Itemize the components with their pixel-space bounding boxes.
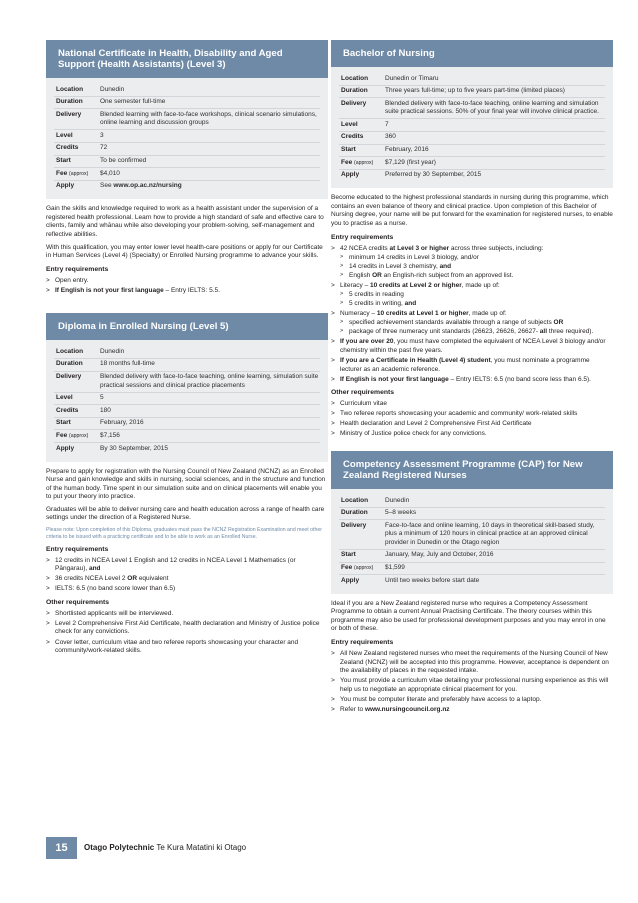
- list-item: > Ministry of Justice police check for any convictions.: [331, 430, 613, 439]
- entry-requirements-list: [331, 245, 613, 385]
- institution-maori-name: Te Kura Matatini ki Otago: [154, 842, 247, 852]
- emphasis: If English is not your first language: [340, 375, 449, 383]
- detail-row: [54, 181, 320, 193]
- programme-details: [46, 78, 328, 199]
- fee-label: Fee: [341, 564, 353, 571]
- sub-list: [340, 254, 613, 281]
- detail-row: [339, 86, 605, 99]
- detail-value: Dunedin or Timaru: [385, 74, 439, 82]
- detail-value: Dunedin: [100, 85, 125, 93]
- list-item: [331, 357, 613, 374]
- list-item: > Open entry.: [46, 277, 328, 286]
- detail-value: Blended learning with face-to-face workshops, clinical scenario simulations, online learning and discussion groups: [100, 110, 317, 127]
- detail-value: $1,599: [385, 564, 405, 571]
- entry-requirements-heading: Entry requirements: [331, 233, 394, 241]
- detail-value: One semester full-time: [100, 98, 166, 106]
- emphasis: If you are over 20: [340, 338, 394, 346]
- detail-label: Credits: [56, 144, 79, 152]
- health-assistants-section: [46, 40, 328, 295]
- detail-value: Dunedin: [385, 496, 410, 504]
- detail-row: [339, 132, 605, 145]
- emphasis: and: [439, 262, 452, 270]
- detail-row: [339, 98, 605, 119]
- detail-row: [54, 130, 320, 143]
- fee-approx-note: (approx): [69, 170, 89, 177]
- list-item: > You must provide a curriculum vitae detailing your professional nursing experience as this will help us to negotiate an appropriate clinical placement for you.: [331, 677, 613, 694]
- sub-list: [340, 319, 613, 337]
- sub-list-item: [340, 319, 613, 328]
- apply-link[interactable]: www.op.ac.nz/nursing: [113, 182, 182, 190]
- detail-label: Start: [341, 146, 356, 153]
- bachelor-nursing-section: [331, 40, 613, 439]
- item-text: Numeracy –: [340, 310, 377, 318]
- item-text: 5 credits in writing,: [349, 299, 405, 307]
- item-text: three required).: [547, 328, 594, 336]
- detail-label: Credits: [341, 133, 364, 141]
- emphasis: and: [88, 565, 101, 573]
- detail-row: [54, 346, 320, 359]
- list-item: > Level 2 Comprehensive First Aid Certificate, health declaration and Ministry of Justice police check for any convictions.: [46, 620, 328, 637]
- item-text: package of three numeracy unit standards (26623, 26626, 26627-: [349, 328, 540, 336]
- item-text: across three subjects, including:: [449, 244, 544, 252]
- programme-title: Competency Assessment Programme (CAP) for New Zealand Registered Nurses: [331, 451, 613, 489]
- left-column: [46, 40, 328, 657]
- fee-label: Fee: [56, 431, 68, 439]
- right-column: [331, 40, 613, 716]
- detail-label: Level: [56, 131, 73, 139]
- detail-label: Duration: [56, 360, 83, 368]
- detail-value: Blended delivery with face-to-face teaching, online learning, simulation suite practical sessions and clinical practice placements: [100, 373, 319, 389]
- detail-row: [339, 170, 605, 182]
- fee-approx-note: (approx): [354, 159, 374, 166]
- detail-value: 3: [100, 131, 104, 139]
- emphasis: all: [539, 328, 548, 336]
- fee-label: Fee: [56, 169, 68, 177]
- emphasis: 10 credits at Level 2 or higher: [370, 281, 462, 289]
- detail-row: [54, 430, 320, 443]
- detail-row: [339, 520, 605, 550]
- sub-list-item: > minimum 14 credits in Level 3 biology, and/or: [340, 254, 613, 263]
- detail-row: [54, 84, 320, 97]
- list-item: > Cover letter, curriculum vitae and two referee reports showcasing your character and community/work-related skills.: [46, 639, 328, 656]
- list-item: > Two referee reports showcasing your academic and community/ work-related skills: [331, 410, 613, 419]
- emphasis: 10 credits at Level 1 or higher: [376, 310, 469, 318]
- detail-label: Apply: [341, 171, 360, 179]
- detail-value: 5–8 weeks: [385, 509, 417, 517]
- sub-list-item: [340, 272, 613, 281]
- entry-requirements-heading: Entry requirements: [46, 265, 109, 273]
- detail-value: Preferred by 30 September, 2015: [385, 171, 482, 179]
- emphasis: OR: [553, 319, 564, 327]
- item-text: 12 credits in NCEA Level 1 English and 12 credits in NCEA Level 1 Mathematics (or Pāngarau),: [55, 556, 296, 573]
- item-text: 42 NCEA credits: [340, 244, 390, 252]
- detail-row: [54, 97, 320, 110]
- programme-details: [331, 67, 613, 188]
- programme-box: [46, 40, 328, 199]
- paragraph: Become educated to the highest professional standards in nursing during this programme, which contains an even balance of theory and clinical practice. Upon completion of this Bachelor of Nursing degree, your name will be put forward for the examination for registered nurses, to enable you to practise as a nurse.: [331, 194, 613, 227]
- page-footer: [46, 837, 246, 859]
- detail-label: Apply: [56, 182, 75, 190]
- list-item: [331, 376, 613, 385]
- detail-value: Blended delivery with face-to-face teaching, online learning and simulation suite practical sessions. 50% of your final year will involve clinical practice.: [385, 99, 599, 116]
- programme-details: [331, 489, 613, 594]
- page-number: 15: [46, 837, 77, 859]
- item-text: an English-rich subject from an approved list.: [381, 271, 514, 279]
- fee-label: Fee: [341, 158, 353, 166]
- list-item: > You must be computer literate and preferably have access to a laptop.: [331, 696, 613, 705]
- emphasis: If you are a Certificate in Health (Level 4) student: [340, 356, 491, 364]
- detail-row: [54, 168, 320, 181]
- item-text: English: [349, 271, 373, 279]
- detail-value: To be confirmed: [100, 157, 147, 165]
- footer-institution: [84, 843, 246, 854]
- item-text: 14 credits in Level 3 chemistry,: [349, 262, 440, 270]
- emphasis: OR: [127, 575, 138, 583]
- detail-row: [54, 418, 320, 431]
- detail-label: Start: [56, 157, 71, 165]
- detail-value: 72: [100, 144, 108, 152]
- item-text: 36 credits NCEA Level 2: [55, 575, 128, 583]
- detail-value: By 30 September, 2015: [100, 444, 168, 452]
- detail-value: Dunedin: [100, 347, 125, 355]
- other-requirements-heading: Other requirements: [331, 389, 395, 397]
- detail-value: 180: [100, 406, 111, 414]
- nursing-council-link[interactable]: www.nursingcouncil.org.nz: [364, 705, 450, 713]
- detail-value: January, May, July and October, 2016: [385, 551, 494, 559]
- list-item: [331, 706, 613, 715]
- sub-list-item: [340, 328, 613, 337]
- detail-label: Delivery: [341, 99, 367, 107]
- list-item: [331, 338, 613, 355]
- detail-row: [339, 73, 605, 86]
- detail-label: [341, 159, 385, 168]
- detail-row: [54, 393, 320, 406]
- item-text: Literacy –: [340, 281, 370, 289]
- entry-requirements-list: [331, 650, 613, 715]
- detail-row: [339, 575, 605, 587]
- detail-value: Face-to-face and online learning, 10 days in theoretical skill-based study, plus a minimum of 120 hours in clinical practice at an approved clinical provider in Dunedin or the Otago region: [385, 521, 595, 546]
- list-item: > All New Zealand registered nurses who meet the requirements of the Nursing Council of New Zealand (NCNZ) will be accepted into this programme. However, acceptance is dependent on the availability of places in the requested intake.: [331, 650, 613, 676]
- detail-value: 7: [385, 120, 389, 128]
- detail-row: [54, 443, 320, 455]
- detail-value: [100, 182, 320, 191]
- programme-box: [46, 313, 328, 461]
- fee-approx-note: (approx): [69, 432, 89, 439]
- detail-row: [54, 156, 320, 169]
- detail-label: Delivery: [56, 373, 82, 381]
- entry-requirements-list: [46, 557, 328, 594]
- paragraph: Gain the skills and knowledge required to work as a health assistant under the supervision of a registered health professional. Learn how to provide a high standard of safe and effective care to clients, family and whānau while also developing your problem-solving, self-management and reflective abilities.: [46, 205, 324, 238]
- institution-name: Otago Polytechnic: [84, 842, 155, 852]
- detail-row: [339, 563, 605, 576]
- item-text: specified achievement standards available through a range of subjects: [349, 319, 554, 327]
- list-item: [331, 245, 613, 281]
- detail-row: [339, 119, 605, 132]
- other-requirements-list: [331, 400, 613, 439]
- entry-requirements-heading: Entry requirements: [331, 638, 394, 646]
- emphasis: If English is not your first language: [55, 286, 164, 294]
- list-item: > Shortlisted applicants will be interviewed.: [46, 610, 328, 619]
- detail-label: Apply: [341, 576, 360, 584]
- detail-label: Level: [56, 394, 73, 402]
- list-item: [331, 310, 613, 337]
- detail-value: 5: [100, 394, 104, 402]
- detail-label: [341, 564, 385, 573]
- detail-label: Level: [341, 120, 358, 128]
- please-note: Please note: Upon completion of this Diploma, graduates must pass the NCNZ Registration Examination and meet other criteria to be issued with a practicing certificate and to be able to work as an Enrolled Nurse.: [46, 527, 322, 540]
- detail-value: 18 months full-time: [100, 360, 155, 368]
- list-item: [46, 287, 328, 296]
- item-text: , made up of:: [461, 281, 500, 289]
- detail-label: Start: [56, 419, 71, 427]
- item-text: – Entry IELTS: 6.5 (no band score less than 6.5).: [448, 375, 591, 383]
- programme-title: Diploma in Enrolled Nursing (Level 5): [46, 313, 328, 340]
- detail-label: Location: [341, 74, 369, 82]
- item-text: , made up of:: [468, 310, 507, 318]
- programme-details: [46, 340, 328, 461]
- detail-row: [54, 405, 320, 418]
- detail-value: Until two weeks before start date: [385, 576, 480, 584]
- other-requirements-heading: Other requirements: [46, 598, 110, 606]
- cap-section: [331, 451, 613, 715]
- sub-list-item: > 5 credits in reading: [340, 291, 613, 300]
- detail-label: Credits: [56, 406, 79, 414]
- sub-list: [340, 291, 613, 309]
- detail-label: Apply: [56, 444, 75, 452]
- paragraph: With this qualification, you may enter lower level health-care positions or apply for our Certificate in Human Services (Level 4) (Specialty) or Enrolled Nursing programme to advance your skills.: [46, 243, 323, 260]
- enrolled-nursing-section: [46, 313, 328, 655]
- detail-value: 360: [385, 133, 396, 141]
- detail-row: [54, 372, 320, 393]
- detail-label: [56, 432, 100, 441]
- paragraph: Prepare to apply for registration with the Nursing Council of New Zealand (NCNZ) as an Enrolled Nurse and gain knowledge and skills in nursing, social sciences, and in the structure and function of the human body. Time spent in our simulation suite and on clinical placements will enable you to put your theory into practice.: [46, 467, 326, 501]
- detail-row: [54, 109, 320, 130]
- item-text: equivalent: [137, 575, 169, 583]
- sub-list-item: [340, 263, 613, 272]
- detail-value: February, 2016: [385, 146, 429, 153]
- apply-prefix: See: [100, 182, 114, 190]
- list-item: [46, 557, 328, 574]
- list-item: [331, 282, 613, 309]
- programme-title: Bachelor of Nursing: [331, 40, 613, 67]
- paragraph: Ideal if you are a New Zealand registered nurse who requires a Competency Assessment Programme to obtain a current Annual Practising Certificate. The theory courses within this programme may also be used for professional development purposes and you may enrol in one or both of these.: [331, 599, 606, 633]
- detail-label: Location: [341, 496, 369, 504]
- detail-value: February, 2016: [100, 419, 144, 427]
- list-item: > IELTS: 6.5 (no band score lower than 6.5): [46, 585, 328, 594]
- detail-row: [339, 495, 605, 508]
- emphasis: at Level 3 or higher: [389, 244, 450, 252]
- detail-label: Duration: [341, 87, 368, 95]
- detail-row: [339, 145, 605, 158]
- item-text: – Entry IELTS: 5.5.: [163, 286, 220, 294]
- programme-title: National Certificate in Health, Disability and Aged Support (Health Assistants) (Level 3): [46, 40, 328, 78]
- entry-requirements-list: [46, 277, 328, 296]
- programme-box: [331, 451, 613, 594]
- detail-value: $4,010: [100, 169, 120, 177]
- detail-label: Start: [341, 551, 356, 559]
- detail-value: Three years full-time; up to five years part-time (limited places): [385, 87, 565, 95]
- detail-row: [339, 157, 605, 170]
- detail-row: [339, 508, 605, 521]
- detail-label: Duration: [56, 98, 83, 106]
- detail-label: Location: [56, 347, 84, 355]
- detail-row: [339, 550, 605, 563]
- item-text: , you must nominate a programme lecturer as an academic reference.: [340, 356, 590, 373]
- detail-label: Delivery: [56, 110, 82, 118]
- emphasis: OR: [372, 271, 382, 279]
- sub-list-item: [340, 300, 613, 309]
- detail-value: $7,156: [100, 431, 120, 439]
- programme-box: [331, 40, 613, 188]
- list-item: > Health declaration and Level 2 Comprehensive First Aid Certificate: [331, 420, 613, 429]
- list-item: > Curriculum vitae: [331, 400, 613, 409]
- detail-row: [54, 359, 320, 372]
- detail-value: $7,129 (first year): [385, 158, 436, 166]
- fee-approx-note: (approx): [354, 565, 374, 571]
- item-text: Refer to: [340, 705, 365, 713]
- emphasis: and: [404, 299, 417, 307]
- entry-requirements-heading: Entry requirements: [46, 545, 109, 553]
- paragraph: Graduates will be able to deliver nursing care and health education across a range of health care settings under the direction of a Registered Nurse.: [46, 505, 325, 522]
- detail-label: Delivery: [341, 521, 367, 529]
- detail-label: Location: [56, 85, 84, 93]
- detail-label: Duration: [341, 509, 368, 517]
- detail-label: [56, 170, 100, 179]
- list-item: [46, 575, 328, 584]
- detail-row: [54, 143, 320, 156]
- other-requirements-list: [46, 610, 328, 656]
- item-text: , you must have completed the equivalent of NCEA Level 3 biology and/or chemistry within the past five years.: [340, 338, 606, 354]
